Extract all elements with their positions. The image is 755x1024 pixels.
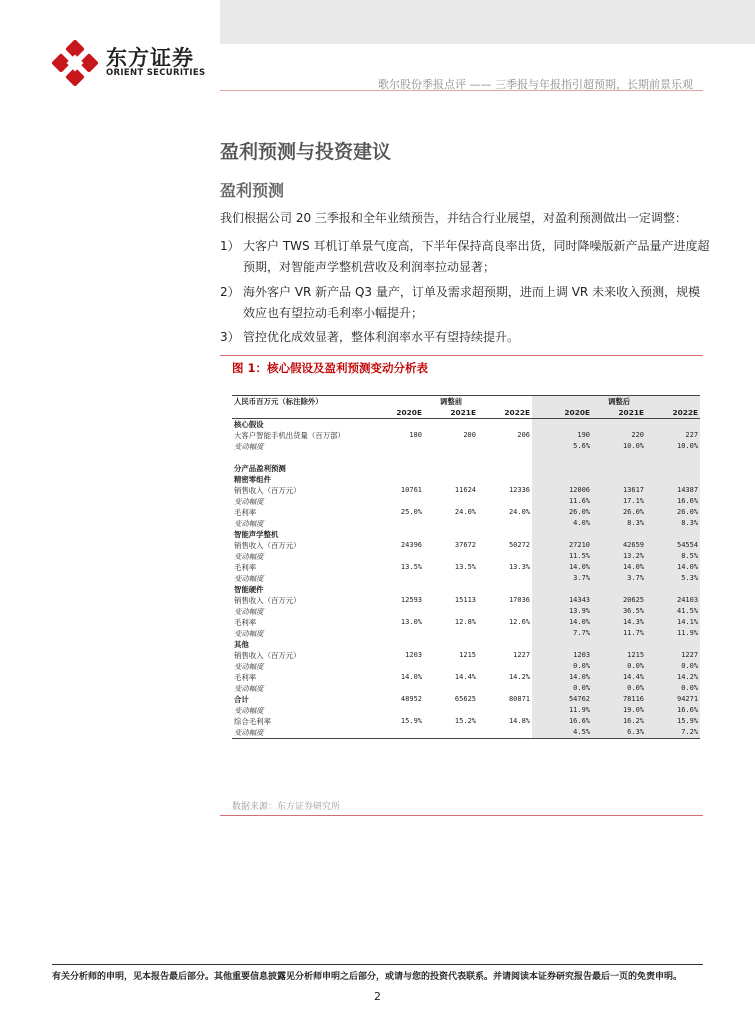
value-after: 14.0% xyxy=(646,562,700,573)
value-before xyxy=(478,705,532,716)
table-row xyxy=(232,650,700,661)
value-before xyxy=(424,727,478,739)
value-before xyxy=(370,683,424,694)
list-item-text: 管控优化成效显著，整体利润率水平有望持续提升。 xyxy=(243,330,520,344)
value-before: 10761 xyxy=(400,486,422,494)
value-before xyxy=(478,441,532,452)
value-before: 12336 xyxy=(508,486,531,494)
table-row xyxy=(232,430,700,441)
value-after xyxy=(538,639,592,650)
row-label: 综合毛利率 xyxy=(234,717,271,726)
value-before: 1203 xyxy=(405,651,422,659)
value-after: 27210 xyxy=(538,540,592,551)
value-before xyxy=(478,463,532,474)
value-after xyxy=(538,463,592,474)
table-row xyxy=(232,562,700,573)
value-before: 12.8% xyxy=(454,618,476,626)
value-after: 41.5% xyxy=(646,606,700,617)
value-after xyxy=(646,529,700,540)
header-divider xyxy=(220,90,703,91)
value-after: 24103 xyxy=(646,595,700,606)
value-before xyxy=(478,606,532,617)
value-before xyxy=(370,639,424,650)
value-before: 15113 xyxy=(454,596,476,604)
value-before: 14.0% xyxy=(400,673,422,681)
table-header-row xyxy=(232,396,700,408)
value-after xyxy=(538,419,592,431)
table-row xyxy=(232,551,700,562)
value-after: 4.5% xyxy=(538,727,592,739)
row-label: 销售收入（百万元） xyxy=(234,541,301,550)
row-label: 大客户智能手机出货量（百万部） xyxy=(234,431,345,440)
value-before xyxy=(478,529,532,540)
row-label: 合计 xyxy=(234,695,249,704)
value-before: 12.6% xyxy=(508,618,531,626)
value-before xyxy=(424,496,478,507)
value-after: 54554 xyxy=(646,540,700,551)
value-before xyxy=(478,683,532,694)
value-before: 180 xyxy=(409,431,422,439)
row-label: 变动幅度 xyxy=(234,552,264,561)
page-number: 2 xyxy=(374,990,381,1003)
row-label: 变动幅度 xyxy=(234,662,264,671)
value-after: 1227 xyxy=(646,650,700,661)
value-after xyxy=(646,584,700,595)
value-after: 10.0% xyxy=(592,441,646,452)
value-after: 3.7% xyxy=(538,573,592,584)
value-after: 1203 xyxy=(538,650,592,661)
group-before-label: 调整前 xyxy=(370,396,532,408)
value-after: 14.0% xyxy=(538,672,592,683)
row-label: 销售收入（百万元） xyxy=(234,651,301,660)
value-before xyxy=(370,518,424,529)
value-before xyxy=(478,628,532,639)
value-after: 0.0% xyxy=(538,661,592,672)
value-before xyxy=(424,661,478,672)
value-after: 36.5% xyxy=(592,606,646,617)
value-after: 11.9% xyxy=(538,705,592,716)
row-label: 智能声学整机 xyxy=(234,530,279,539)
year-after: 2021E xyxy=(592,407,646,419)
value-after xyxy=(592,419,646,431)
table-row xyxy=(232,518,700,529)
value-after: 7.2% xyxy=(646,727,700,739)
value-before xyxy=(478,551,532,562)
row-label: 变动幅度 xyxy=(232,727,370,739)
value-after: 16.6% xyxy=(538,716,592,727)
value-before xyxy=(424,441,478,452)
forecast-table xyxy=(232,395,700,739)
value-before: 14.4% xyxy=(454,673,476,681)
value-after: 6.3% xyxy=(592,727,646,739)
value-before xyxy=(478,639,532,650)
value-after: 1215 xyxy=(592,650,646,661)
value-before xyxy=(370,419,424,431)
row-label: 变动幅度 xyxy=(234,706,264,715)
value-before: 24.0% xyxy=(454,508,476,516)
value-after: 19.0% xyxy=(592,705,646,716)
value-before: 50272 xyxy=(508,541,531,549)
table-row xyxy=(232,705,700,716)
value-after xyxy=(592,474,646,485)
row-label: 其他 xyxy=(234,640,249,649)
table-row xyxy=(232,529,700,540)
value-before: 11624 xyxy=(454,486,476,494)
value-before xyxy=(424,683,478,694)
intro-paragraph: 我们根据公司 20 三季报和全年业绩预告，并结合行业展望，对盈利预测做出一定调整： xyxy=(220,211,687,225)
value-after: 0.0% xyxy=(592,661,646,672)
value-after xyxy=(538,529,592,540)
value-before xyxy=(370,661,424,672)
list-item-number: 1） xyxy=(220,239,240,253)
table-row xyxy=(232,496,700,507)
value-after xyxy=(538,474,592,485)
row-label: 分产品盈利预测 xyxy=(234,464,286,473)
value-after: 0.0% xyxy=(592,683,646,694)
value-after: 14387 xyxy=(646,485,700,496)
table-year-row xyxy=(232,407,700,419)
value-after xyxy=(592,529,646,540)
table-row xyxy=(232,606,700,617)
value-before xyxy=(370,628,424,639)
row-label: 精密零组件 xyxy=(234,475,271,484)
table-header-label: 人民币百万元（标注除外） xyxy=(232,396,370,408)
value-before xyxy=(370,441,424,452)
value-after xyxy=(592,463,646,474)
value-before xyxy=(424,551,478,562)
value-before: 15.9% xyxy=(400,717,422,725)
value-after: 5.3% xyxy=(646,573,700,584)
table-row xyxy=(232,672,700,683)
value-before: 206 xyxy=(517,431,531,439)
value-after xyxy=(538,584,592,595)
value-after: 227 xyxy=(646,430,700,441)
year-after: 2022E xyxy=(646,407,700,419)
value-before: 1227 xyxy=(513,651,531,659)
table-row xyxy=(232,661,700,672)
row-label: 销售收入（百万元） xyxy=(234,596,301,605)
value-before: 14.2% xyxy=(508,673,531,681)
row-label: 核心假设 xyxy=(234,420,264,429)
table-row xyxy=(232,639,700,650)
value-after: 190 xyxy=(538,430,592,441)
value-after xyxy=(592,452,646,463)
value-before xyxy=(424,419,478,431)
value-after: 11.7% xyxy=(592,628,646,639)
value-before: 12593 xyxy=(400,596,422,604)
value-before: 13.5% xyxy=(454,563,476,571)
value-after: 14.4% xyxy=(592,672,646,683)
value-before: 200 xyxy=(463,431,476,439)
value-after: 26.0% xyxy=(646,507,700,518)
value-after: 8.5% xyxy=(646,551,700,562)
value-before xyxy=(370,496,424,507)
value-before xyxy=(478,518,532,529)
value-after: 220 xyxy=(592,430,646,441)
value-after: 10.0% xyxy=(646,441,700,452)
value-before xyxy=(424,474,478,485)
value-after: 11.5% xyxy=(538,551,592,562)
figure-title: 图 1：核心假设及盈利预测变动分析表 xyxy=(232,361,429,375)
year-before: 2020E xyxy=(370,407,424,419)
value-after: 54762 xyxy=(538,694,592,705)
value-before xyxy=(424,518,478,529)
value-before xyxy=(478,727,532,739)
row-label: 变动幅度 xyxy=(234,607,264,616)
value-after xyxy=(646,474,700,485)
value-after: 0.0% xyxy=(646,661,700,672)
value-after xyxy=(646,452,700,463)
value-before: 17036 xyxy=(508,596,531,604)
row-label: 变动幅度 xyxy=(234,684,264,693)
value-before: 25.0% xyxy=(400,508,422,516)
value-before: 65625 xyxy=(454,695,476,703)
value-before xyxy=(424,606,478,617)
value-before xyxy=(370,529,424,540)
value-after xyxy=(646,463,700,474)
value-before xyxy=(370,573,424,584)
value-before: 13.0% xyxy=(400,618,422,626)
row-label: 毛利率 xyxy=(234,508,257,517)
year-before: 2021E xyxy=(424,407,478,419)
data-source: 数据来源：东方证券研究所 xyxy=(232,802,341,812)
row-label: 销售收入（百万元） xyxy=(234,486,301,495)
value-after: 3.7% xyxy=(592,573,646,584)
value-before xyxy=(370,705,424,716)
row-label: 变动幅度 xyxy=(234,574,264,583)
table-row xyxy=(232,595,700,606)
footer-disclaimer: 有关分析师的申明，见本报告最后部分。其他重要信息披露见分析师申明之后部分，或请与您的投资代表联系。并请阅读本证券研究报告最后一页的免责申明。 xyxy=(52,972,683,982)
value-before xyxy=(424,639,478,650)
table-row xyxy=(232,419,700,431)
table-row xyxy=(232,507,700,518)
value-after: 14.0% xyxy=(538,617,592,628)
value-before xyxy=(478,661,532,672)
value-before xyxy=(370,452,424,463)
value-after: 14.2% xyxy=(646,672,700,683)
value-after: 20625 xyxy=(592,595,646,606)
row-label: 变动幅度 xyxy=(234,519,264,528)
value-after: 8.3% xyxy=(646,518,700,529)
value-after: 0.0% xyxy=(646,683,700,694)
table-row xyxy=(232,441,700,452)
value-before xyxy=(370,584,424,595)
value-after: 15.9% xyxy=(646,716,700,727)
section-title: 盈利预测与投资建议 xyxy=(220,141,392,163)
list-item-number: 3） xyxy=(220,330,240,344)
value-after: 16.6% xyxy=(646,496,700,507)
table-row xyxy=(232,683,700,694)
value-after: 16.6% xyxy=(646,705,700,716)
value-before xyxy=(478,452,532,463)
value-before xyxy=(370,551,424,562)
value-before: 24.0% xyxy=(508,508,531,516)
value-after: 14.0% xyxy=(592,562,646,573)
row-label: 智能硬件 xyxy=(234,585,264,594)
value-after: 8.3% xyxy=(592,518,646,529)
table-row xyxy=(232,694,700,705)
value-before xyxy=(370,463,424,474)
table-row xyxy=(232,716,700,727)
row-label: 变动幅度 xyxy=(234,497,264,506)
list-item-text: 海外客户 VR 新产品 Q3 量产，订单及需求超预期，进而上调 VR 未来收入预测，规模效应也有望拉动毛利率小幅提升； xyxy=(243,285,701,320)
table-row xyxy=(232,584,700,595)
table-row xyxy=(232,540,700,551)
row-label xyxy=(232,452,370,463)
value-before xyxy=(370,606,424,617)
brand-name-cn: 东方证券 xyxy=(106,46,194,70)
value-before xyxy=(424,452,478,463)
table-row xyxy=(232,474,700,485)
value-before: 48952 xyxy=(400,695,422,703)
value-after: 13.9% xyxy=(538,606,592,617)
list-item-number: 2） xyxy=(220,285,240,299)
group-after-label: 调整后 xyxy=(538,396,700,408)
value-before xyxy=(424,573,478,584)
value-after xyxy=(646,419,700,431)
value-before xyxy=(478,474,532,485)
value-before: 80871 xyxy=(508,695,531,703)
value-after: 78116 xyxy=(592,694,646,705)
value-after: 26.0% xyxy=(538,507,592,518)
row-label: 毛利率 xyxy=(234,618,257,627)
value-after: 7.7% xyxy=(538,628,592,639)
value-after: 16.2% xyxy=(592,716,646,727)
table-row xyxy=(232,463,700,474)
value-before: 13.3% xyxy=(508,563,531,571)
row-label: 毛利率 xyxy=(234,563,257,572)
value-after: 17.1% xyxy=(592,496,646,507)
row-label: 毛利率 xyxy=(234,673,257,682)
figure-bottom-rule xyxy=(220,815,703,816)
table-row xyxy=(232,727,700,739)
value-after: 26.0% xyxy=(592,507,646,518)
value-after: 11.6% xyxy=(538,496,592,507)
value-after: 14.0% xyxy=(538,562,592,573)
value-before xyxy=(478,419,532,431)
table-row xyxy=(232,617,700,628)
value-before xyxy=(424,529,478,540)
value-after: 0.0% xyxy=(538,683,592,694)
value-before: 13.5% xyxy=(400,563,422,571)
value-before xyxy=(370,474,424,485)
value-after: 14343 xyxy=(538,595,592,606)
value-before: 1215 xyxy=(459,651,476,659)
value-before xyxy=(424,584,478,595)
value-before: 24396 xyxy=(400,541,422,549)
value-after: 11.9% xyxy=(646,628,700,639)
value-after: 14.3% xyxy=(592,617,646,628)
table-row xyxy=(232,485,700,496)
value-after xyxy=(538,452,592,463)
value-after xyxy=(646,639,700,650)
table-row xyxy=(232,573,700,584)
value-after: 4.0% xyxy=(538,518,592,529)
figure-top-rule xyxy=(220,355,703,356)
value-before xyxy=(424,628,478,639)
value-after: 5.6% xyxy=(538,441,592,452)
value-before: 14.8% xyxy=(508,717,531,725)
list-item-text: 大客户 TWS 耳机订单景气度高，下半年保持高良率出货，同时降噪版新产品量产进度超预期，对智能声学整机营收及利润率拉动显著； xyxy=(243,239,710,274)
year-before: 2022E xyxy=(478,407,532,419)
value-after: 14.1% xyxy=(646,617,700,628)
value-before: 15.2% xyxy=(454,717,476,725)
value-after: 12006 xyxy=(538,485,592,496)
sub-title: 盈利预测 xyxy=(220,181,285,200)
footer-divider xyxy=(52,964,703,965)
value-before xyxy=(478,584,532,595)
brand-name-en: ORIENT SECURITIES xyxy=(106,68,206,78)
value-after: 13.2% xyxy=(592,551,646,562)
value-after xyxy=(592,639,646,650)
value-before: 37672 xyxy=(454,541,476,549)
report-title: 歌尔股份季报点评 —— 三季报与年报指引超预期，长期前景乐观 xyxy=(378,78,693,91)
value-after: 42659 xyxy=(592,540,646,551)
value-before xyxy=(370,727,424,739)
value-before xyxy=(424,463,478,474)
row-label: 变动幅度 xyxy=(234,442,264,451)
header-gray-band xyxy=(220,0,755,44)
orient-securities-logo-icon xyxy=(52,40,98,86)
value-after: 94271 xyxy=(646,694,700,705)
value-after xyxy=(592,584,646,595)
value-after: 13617 xyxy=(592,485,646,496)
table-row xyxy=(232,452,700,463)
value-before xyxy=(478,496,532,507)
value-before xyxy=(424,705,478,716)
row-label: 变动幅度 xyxy=(234,629,264,638)
table-row xyxy=(232,628,700,639)
value-before xyxy=(478,573,532,584)
year-after: 2020E xyxy=(538,407,592,419)
